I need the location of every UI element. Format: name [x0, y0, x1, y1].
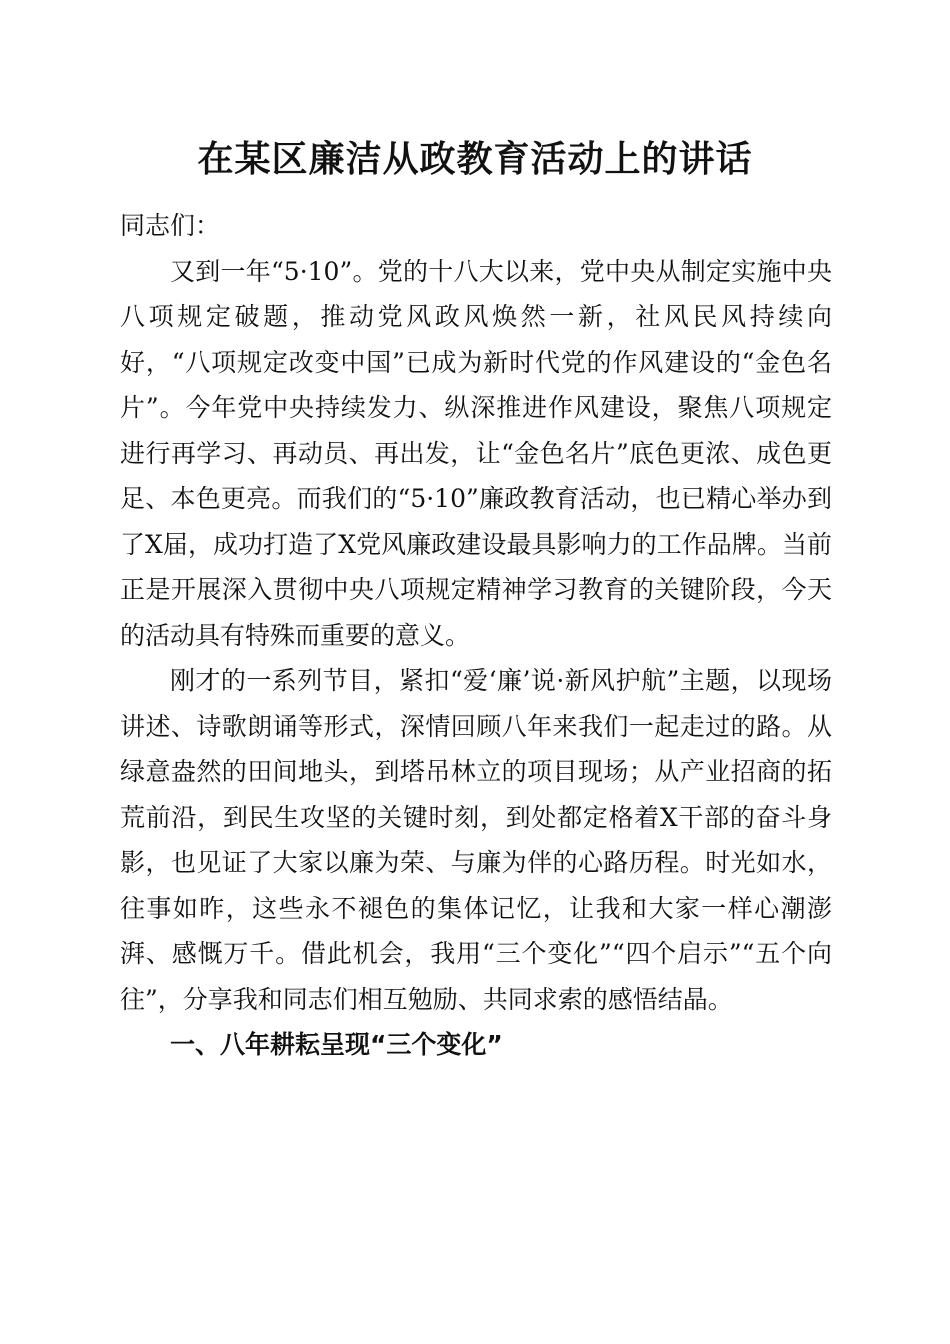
salutation: 同志们：: [120, 211, 221, 240]
section-heading: 一、八年耕耘呈现“三个变化”: [170, 1030, 503, 1059]
document-body: [120, 203, 832, 1068]
document-title: 在某区廉洁从政教育活动上的讲话: [197, 138, 753, 180]
paragraph-1: 又到一年“5·10”。党的十八大以来，党中央从制定实施中央八项规定破题，推动党风政风焕然一新，社风民风持续向好，“八项规定改变中国”已成为新时代党的作风建设的“金色名片”。今年党中央持续发力、纵深推进作风建设，聚焦八项规定进行再学习、再动员、再出发，让“金色名片”底色更浓、成色更足、本色更亮。而我们的“5·10”廉政教育活动，也已精心举办到了X届，成功打造了X党风廉政建设最具影响力的工作品牌。当前正是开展深入贯彻中央八项规定精神学习教育的关键阶段，今天的活动具有特殊而重要的意义。: [120, 256, 832, 650]
paragraph-2: 刚才的一系列节目，紧扣“爱‘廉’说·新风护航”主题，以现场讲述、诗歌朗诵等形式，深情回顾八年来我们一起走过的路。从绿意盎然的田间地头，到塔吊林立的项目现场；从产业招商的拓荒前沿，到民生攻坚的关键时刻，到处都定格着X干部的奋斗身影，也见证了大家以廉为荣、与廉为伴的心路历程。时光如水，往事如昨，这些永不褪色的集体记忆，让我和大家一样心潮澎湃、感慨万千。借此机会，我用“三个变化”“四个启示”“五个向往”，分享我和同志们相互勉励、共同求索的感悟结晶。: [120, 666, 832, 1014]
